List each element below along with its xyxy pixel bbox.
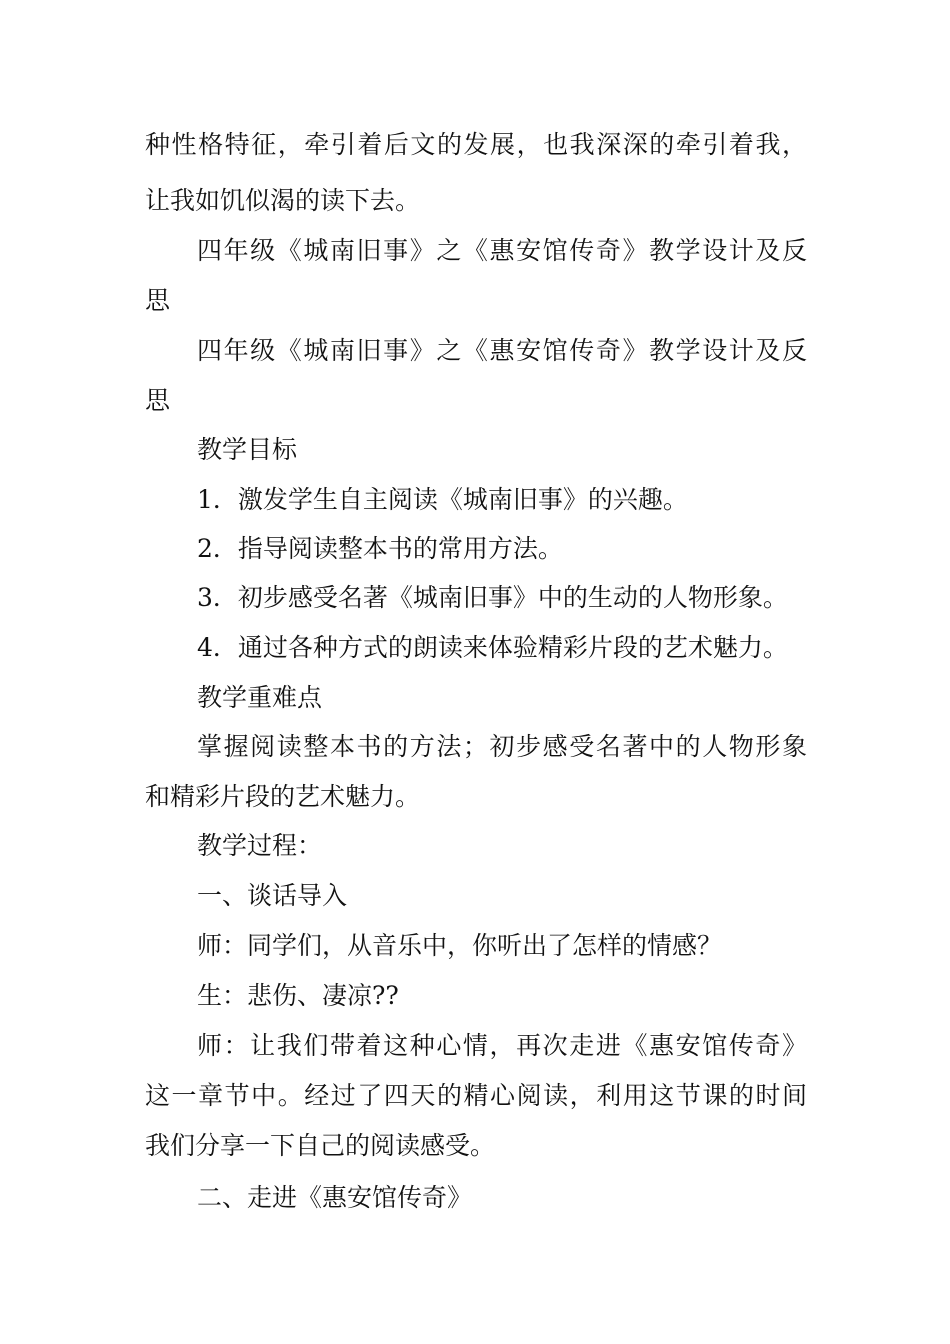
dialogue-line: 师：让我们带着这种心情，再次走进《惠安馆传奇》 [197,1031,807,1060]
section-heading: 一、谈话导入 [197,881,348,910]
section-heading: 教学目标 [197,435,298,464]
paragraph-line: 思 [145,286,171,315]
paragraph-line: 和精彩片段的艺术魅力。 [145,782,421,811]
section-heading: 教学过程： [197,831,323,860]
section-heading: 教学重难点 [197,683,323,712]
paragraph-line: 四年级《城南旧事》之《惠安馆传奇》教学设计及反 [197,336,807,365]
paragraph-line: 四年级《城南旧事》之《惠安馆传奇》教学设计及反 [197,236,807,265]
list-item: 3．初步感受名著《城南旧事》中的生动的人物形象。 [197,583,788,612]
paragraph-line: 种性格特征，牵引着后文的发展，也我深深的牵引着我， [145,130,807,159]
list-item: 2．指导阅读整本书的常用方法。 [197,534,563,563]
paragraph-line: 让我如饥似渴的读下去。 [145,186,421,215]
paragraph-line: 我们分享一下自己的阅读感受。 [145,1131,496,1160]
dialogue-line: 师：同学们，从音乐中，你听出了怎样的情感？ [197,931,723,960]
list-item: 4．通过各种方式的朗读来体验精彩片段的艺术魅力。 [197,633,788,662]
list-item: 1．激发学生自主阅读《城南旧事》的兴趣。 [197,485,688,514]
dialogue-line: 生：悲伤、凄凉?? [197,981,399,1010]
section-heading: 二、走进《惠安馆传奇》 [197,1183,473,1212]
paragraph-line: 这一章节中。经过了四天的精心阅读，利用这节课的时间 [145,1081,807,1110]
paragraph-line: 思 [145,386,171,415]
paragraph-line: 掌握阅读整本书的方法；初步感受名著中的人物形象 [197,732,807,761]
